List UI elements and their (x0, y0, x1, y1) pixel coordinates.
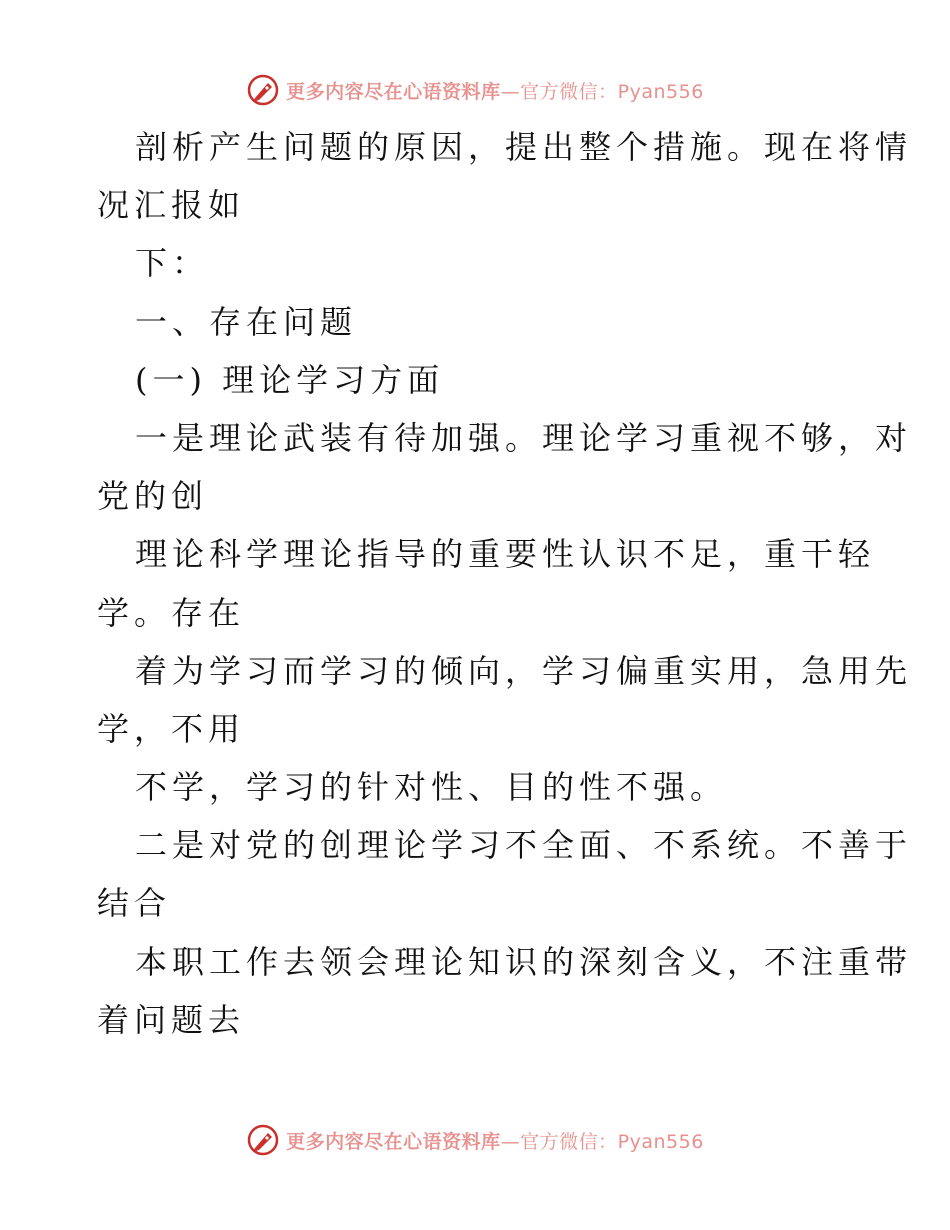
watermark-text: 更多内容尽在心语资料库—官方微信：Pyan556 (286, 80, 704, 103)
paragraph-line: 二是对党的创理论学习不全面、不系统。不善于 (135, 826, 913, 865)
pen-nib-logo-icon (246, 73, 280, 107)
paragraph-line: 着问题去 (97, 1000, 246, 1039)
section-heading: 一、存在问题 (135, 302, 358, 341)
paragraph-line: 着为学习而学习的倾向，学习偏重实用，急用先 (135, 651, 913, 690)
paragraph-line: 下： (135, 244, 210, 283)
pen-nib-logo-icon (246, 1123, 280, 1157)
paragraph-line: 一是理论武装有待加强。理论学习重视不够，对 (135, 418, 913, 457)
subsection-heading: (一) 理论学习方面 (135, 360, 445, 399)
paragraph-line: 本职工作去领会理论知识的深刻含义，不注重带 (135, 942, 913, 981)
paragraph-line: 剖析产生问题的原因，提出整个措施。现在将情 (135, 128, 913, 166)
paragraph-line: 党的创 (97, 477, 209, 516)
paragraph-line: 理论科学理论指导的重要性认识不足，重干轻 (135, 535, 876, 574)
header-watermark (0, 70, 950, 110)
paragraph-line: 学。存在 (97, 593, 246, 632)
footer-watermark (0, 1120, 950, 1160)
document-body (97, 118, 913, 1049)
paragraph-line: 结合 (97, 884, 172, 923)
paragraph-line: 不学，学习的针对性、目的性不强。 (135, 768, 728, 807)
paragraph-line: 学，不用 (97, 709, 246, 748)
watermark-text: 更多内容尽在心语资料库—官方微信：Pyan556 (286, 1130, 704, 1153)
paragraph-line: 况汇报如 (97, 186, 246, 225)
